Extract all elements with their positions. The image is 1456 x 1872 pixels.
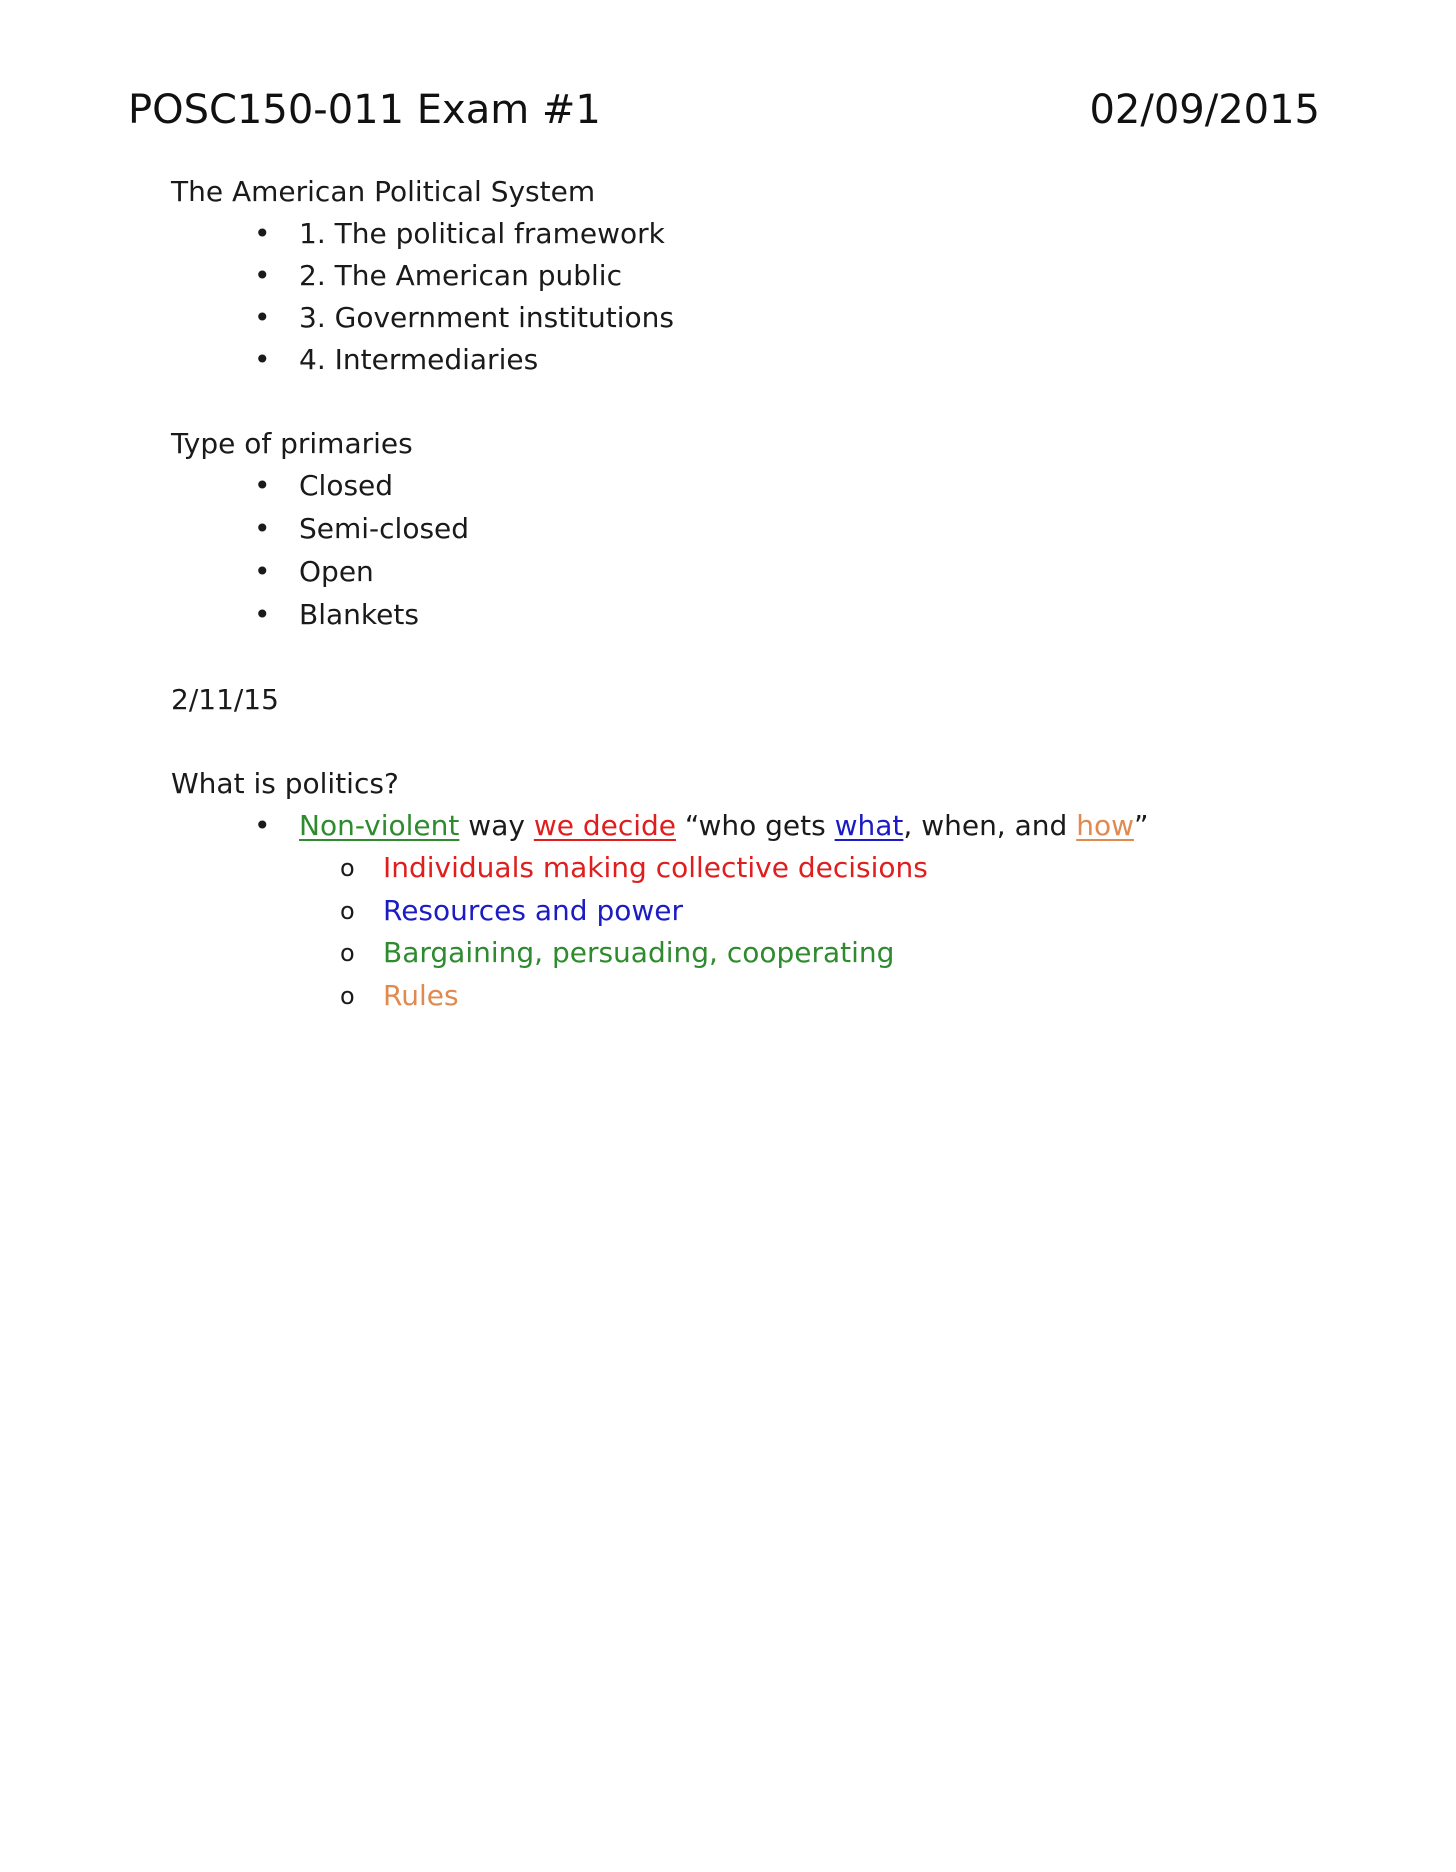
list-item-text: 3. Government institutions xyxy=(299,301,674,334)
document-header xyxy=(128,82,1320,138)
bullet-icon: • xyxy=(254,809,271,842)
list-item-text: Closed xyxy=(299,469,394,502)
exam-date: 02/09/2015 xyxy=(1089,87,1320,133)
section-type-of-primaries xyxy=(171,423,1321,637)
list-item xyxy=(171,213,1321,255)
list-item-text: 2. The American public xyxy=(299,259,622,292)
sub-item-text: Individuals making collective decisions xyxy=(383,851,928,884)
sub-list-item xyxy=(171,890,1321,933)
list-item-text: Blankets xyxy=(299,598,419,631)
section-american-political-system xyxy=(171,171,1321,381)
list-item-text: Open xyxy=(299,555,374,588)
list-item xyxy=(171,594,1321,637)
document-body xyxy=(171,171,1321,1059)
list-item xyxy=(171,255,1321,297)
bullet-list xyxy=(171,465,1321,637)
section-date-note xyxy=(171,679,1321,721)
exam-title: POSC150-011 Exam #1 xyxy=(128,87,601,133)
definition-what: what xyxy=(834,809,904,842)
list-item-text: Semi-closed xyxy=(299,512,470,545)
bullet-icon: • xyxy=(254,598,271,631)
sub-list-item xyxy=(171,932,1321,975)
bullet-icon: • xyxy=(254,301,271,334)
circle-bullet-icon: o xyxy=(340,854,355,882)
bullet-list xyxy=(171,213,1321,381)
bullet-icon: • xyxy=(254,259,271,292)
section-heading: Type of primaries xyxy=(171,427,413,460)
sub-item-text: Resources and power xyxy=(383,893,684,927)
sub-list-item xyxy=(171,975,1321,1018)
definition-how: how xyxy=(1076,809,1134,842)
bullet-icon: • xyxy=(254,469,271,502)
sub-item-text: Bargaining, persuading, cooperating xyxy=(383,936,895,969)
circle-bullet-icon: o xyxy=(340,939,355,967)
sub-item-text: Rules xyxy=(383,978,459,1012)
section-heading: The American Political System xyxy=(171,175,596,208)
list-item xyxy=(171,297,1321,339)
definition-item xyxy=(171,805,1321,847)
definition-text: “who gets xyxy=(676,809,835,842)
sub-list-item xyxy=(171,847,1321,890)
bullet-list xyxy=(171,805,1321,847)
bullet-icon: • xyxy=(254,555,271,588)
definition-we-decide: we decide xyxy=(533,809,677,842)
bullet-icon: • xyxy=(254,343,271,376)
sub-bullet-list xyxy=(171,847,1321,1017)
circle-bullet-icon: o xyxy=(340,981,355,1010)
definition-nonviolent: Non-violent xyxy=(299,809,460,842)
definition-text: , when, and xyxy=(903,809,1077,842)
bullet-icon: • xyxy=(254,512,271,545)
circle-bullet-icon: o xyxy=(340,896,355,925)
list-item xyxy=(171,508,1321,551)
list-item-text: 4. Intermediaries xyxy=(299,343,539,376)
list-item xyxy=(171,339,1321,381)
list-item-text: 1. The political framework xyxy=(299,217,665,250)
list-item xyxy=(171,465,1321,508)
definition-text: way xyxy=(459,809,534,842)
definition-text: ” xyxy=(1133,809,1149,842)
section-what-is-politics xyxy=(171,763,1321,1017)
list-item xyxy=(171,551,1321,594)
bullet-icon: • xyxy=(254,217,271,250)
section-heading: What is politics? xyxy=(171,767,399,800)
date-note: 2/11/15 xyxy=(171,683,279,716)
